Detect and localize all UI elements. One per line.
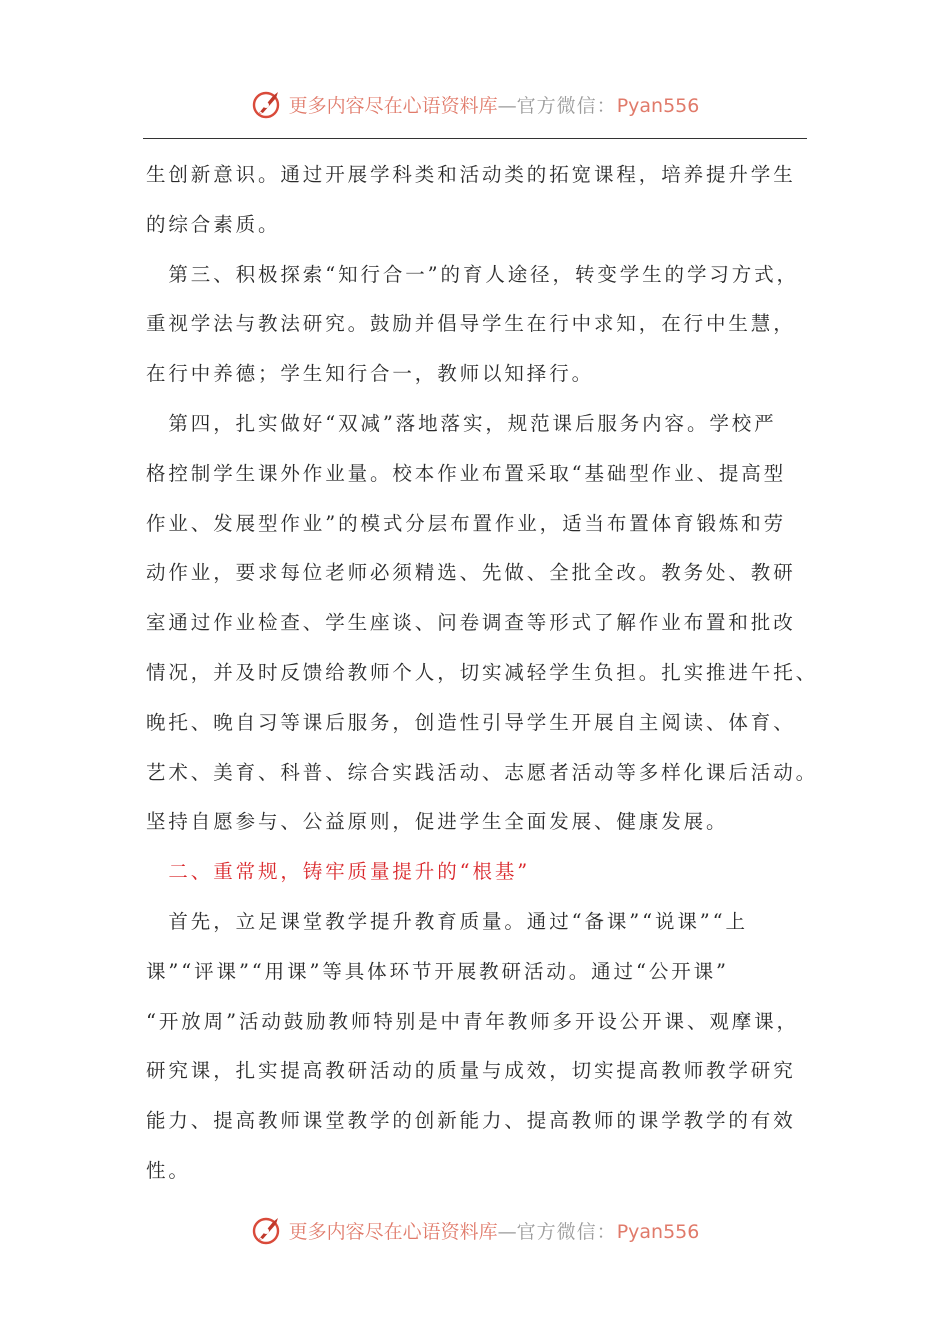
pen-logo-icon [251,87,285,121]
footer-banner-text [289,1217,700,1244]
text-line: 作业、发展型作业”的模式分层布置作业，适当布置体育锻炼和劳 [146,511,787,535]
footer-banner [0,1210,950,1250]
text-line: 第三、积极探索“知行合一”的育人途径，转变学生的学习方式， [146,262,799,286]
text-line: 生创新意识。通过开展学科类和活动类的拓宽课程，培养提升学生 [146,163,796,186]
text-line: 在行中养德；学生知行合一，教师以知择行。 [146,362,595,386]
header-contact-label: 官方微信： [516,94,617,117]
text-line: 动作业，要求每位老师必须精选、先做、全批全改。教务处、教研 [146,561,796,585]
footer-contact-label: 官方微信： [516,1220,617,1243]
footer-brand: 更多内容尽在心语资料库 [288,1220,498,1243]
text-line: 坚持自愿参与、公益原则，促进学生全面发展、健康发展。 [146,810,729,834]
text-line: 研究课，扎实提高教研活动的质量与成效，切实提高教师教学研究 [146,1059,796,1083]
text-line: 首先，立足课堂教学提升教育质量。通过“备课”“说课”“上 [146,909,748,933]
document-body [146,150,826,1196]
text-line: 的综合素质。 [146,212,281,236]
header-separator: — [497,94,517,117]
text-line: 情况，并及时反馈给教师个人，切实减轻学生负担。扎实推进午托、 [146,660,819,684]
footer-contact-id: Pyan556 [616,1220,700,1243]
pen-logo-icon [251,1213,285,1247]
text-line: 第四，扎实做好“双减”落地落实，规范课后服务内容。学校严 [146,411,777,435]
text-line: 晚托、晚自习等课后服务，创造性引导学生开展自主阅读、体育、 [146,710,796,734]
header-brand: 更多内容尽在心语资料库 [288,94,498,117]
header-divider [143,138,807,139]
header-banner-text [289,91,700,118]
header-contact-id: Pyan556 [616,94,700,117]
footer-separator: — [497,1220,517,1243]
section-heading: 二、重常规，铸牢质量提升的“根基” [146,860,531,884]
text-line: 能力、提高教师课堂教学的创新能力、提高教师的课学教学的有效 [146,1109,796,1133]
text-line: 课”“评课”“用课”等具体环节开展教研活动。通过“公开课” [146,959,729,983]
text-line: 格控制学生课外作业量。校本作业布置采取“基础型作业、提高型 [146,461,787,485]
text-line: “开放周”活动鼓励教师特别是中青年教师多开设公开课、观摩课， [146,1009,799,1033]
text-line: 重视学法与教法研究。鼓励并倡导学生在行中求知，在行中生慧， [146,312,796,336]
text-line: 性。 [146,1158,191,1182]
text-line: 艺术、美育、科普、综合实践活动、志愿者活动等多样化课后活动。 [146,760,819,784]
header-banner [0,84,950,124]
text-line: 室通过作业检查、学生座谈、问卷调查等形式了解作业布置和批改 [146,611,796,635]
